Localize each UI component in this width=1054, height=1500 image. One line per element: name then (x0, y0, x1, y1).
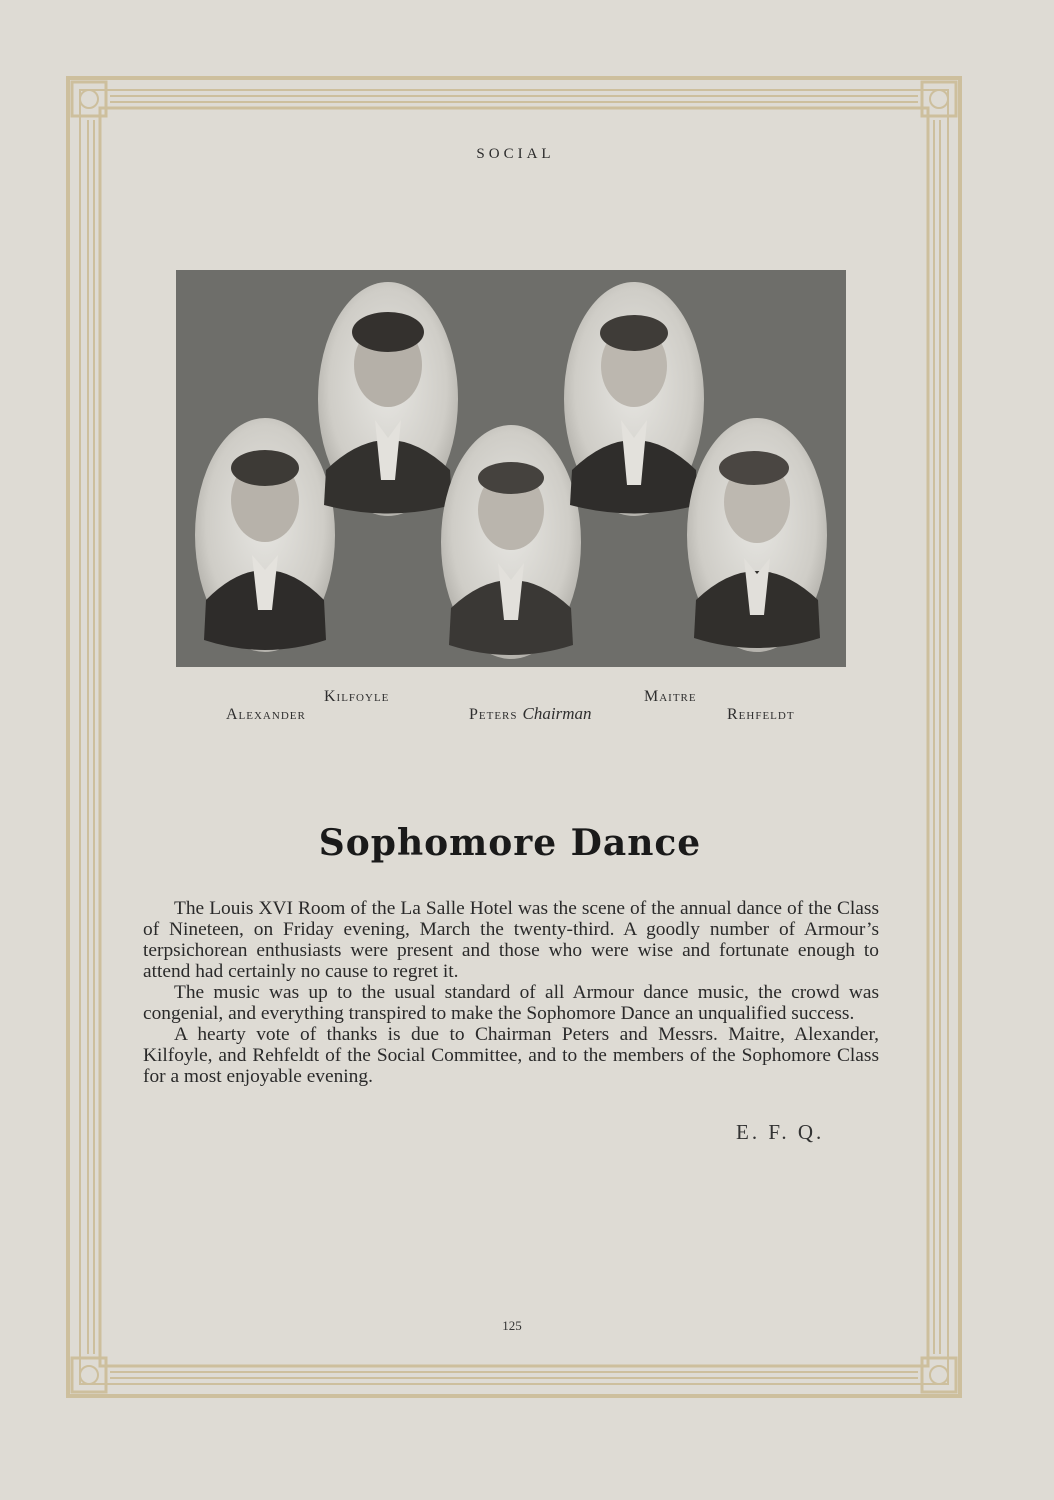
caption-maitre: Maitre (644, 688, 697, 705)
article-title: Sophomore Dance (318, 822, 702, 864)
committee-photo (176, 270, 846, 667)
caption-rehfeldt: Rehfeldt (727, 706, 795, 723)
article-body (143, 898, 879, 1087)
caption-kilfoyle: Kilfoyle (324, 688, 390, 705)
paragraph: The music was up to the usual standard of all Armour dance music, the crowd was congenial, and everything transpired to make the Sophomore Dance an unqualified success. (143, 982, 879, 1024)
portrait-rehfeldt (687, 418, 827, 652)
author-signature: E. F. Q. (736, 1120, 825, 1144)
caption-role-chairman: Chairman (522, 704, 592, 723)
portrait-peters (441, 425, 581, 659)
caption-alexander: Alexander (226, 706, 306, 723)
portrait-maitre (564, 282, 704, 516)
portrait-kilfoyle (318, 282, 458, 516)
paragraph: A hearty vote of thanks is due to Chairman Peters and Messrs. Maitre, Alexander, Kilfoyle, and Rehfeldt of the Social Committee, and to the members of the Sophomore Class for a most enjoyable evening. (143, 1024, 879, 1087)
section-header: SOCIAL (476, 146, 555, 162)
paragraph: The Louis XVI Room of the La Salle Hotel was the scene of the annual dance of the Class of Nineteen, on Friday evening, March the twenty-third. A goodly number of Armour’s terpsichorean enthusiasts were present and those who were wise and fortunate enough to attend had certainly no cause to regret it. (143, 898, 879, 982)
caption-peters: Peters Chairman (469, 704, 592, 723)
portrait-alexander (195, 418, 335, 652)
page-number: 125 (502, 1318, 522, 1333)
